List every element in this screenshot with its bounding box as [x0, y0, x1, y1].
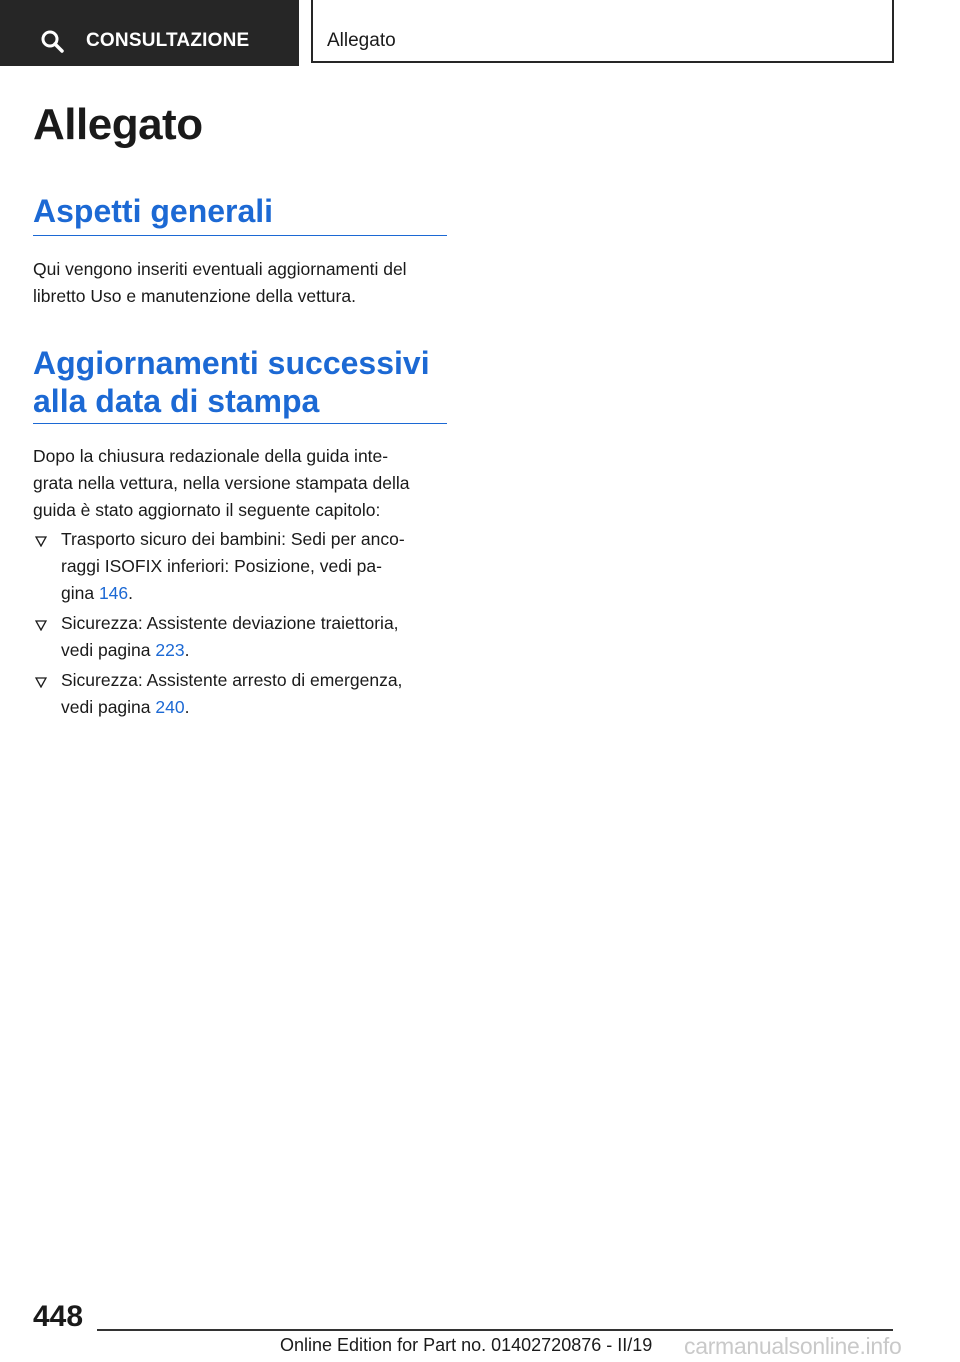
watermark: carmanualsonline.info [684, 1333, 902, 1359]
paragraph-line: guida è stato aggiornato il seguente capitolo: [33, 500, 381, 520]
triangle-bullet-icon [35, 535, 47, 547]
edition-info: Online Edition for Part no. 01402720876 - II/19 [280, 1335, 653, 1355]
list-item-text: vedi pagina [61, 640, 156, 660]
list-item [33, 610, 447, 667]
heading-line: Aggiornamenti successivi [33, 345, 430, 381]
page-link-146[interactable]: 146 [98, 583, 129, 603]
breadcrumb-label: Allegato [327, 30, 396, 51]
triangle-bullet-icon [35, 619, 47, 631]
chapter-list [33, 526, 447, 724]
section-paragraph-aggiornamenti [33, 443, 447, 524]
page-link-240[interactable]: 240 [155, 697, 185, 717]
page-title: Allegato [33, 100, 203, 149]
paragraph-line: Dopo la chiusura redazionale della guida inte- [33, 446, 389, 466]
list-item-text: gina [61, 583, 99, 603]
list-item-text: Sicurezza: Assistente deviazione traiettoria, [61, 613, 399, 633]
section-heading-aggiornamenti [33, 344, 447, 424]
consultazione-label: CONSULTAZIONE [86, 30, 250, 51]
page-link-223[interactable]: 223 [155, 640, 185, 660]
list-item [33, 667, 447, 724]
list-item-text: Sicurezza: Assistente arresto di emergenza, [61, 670, 403, 690]
section-paragraph-aspetti: Qui vengono inseriti eventuali aggiornamenti del libretto Uso e manutenzione della vettura. [33, 259, 407, 306]
list-item-text: vedi pagina [61, 697, 156, 717]
footer-divider [97, 1329, 893, 1331]
page-number: 448 [33, 1300, 84, 1333]
list-item-text: . [184, 697, 190, 717]
section-heading-aspetti: Aspetti generali [33, 192, 447, 236]
list-item-text: raggi ISOFIX inferiori: Posizione, vedi pa- [61, 556, 382, 576]
list-item-text: . [128, 583, 134, 603]
consultazione-tab[interactable] [0, 0, 299, 66]
paragraph-line: grata nella vettura, nella versione stampata della [33, 473, 410, 493]
triangle-bullet-icon [35, 676, 47, 688]
header-bar [0, 0, 960, 66]
search-icon [40, 29, 64, 53]
heading-line: alla data di stampa [33, 383, 320, 419]
section-breadcrumb [311, 0, 894, 63]
list-item [33, 526, 447, 610]
list-item-text: . [184, 640, 190, 660]
list-item-text: Trasporto sicuro dei bambini: Sedi per anco- [61, 529, 405, 549]
